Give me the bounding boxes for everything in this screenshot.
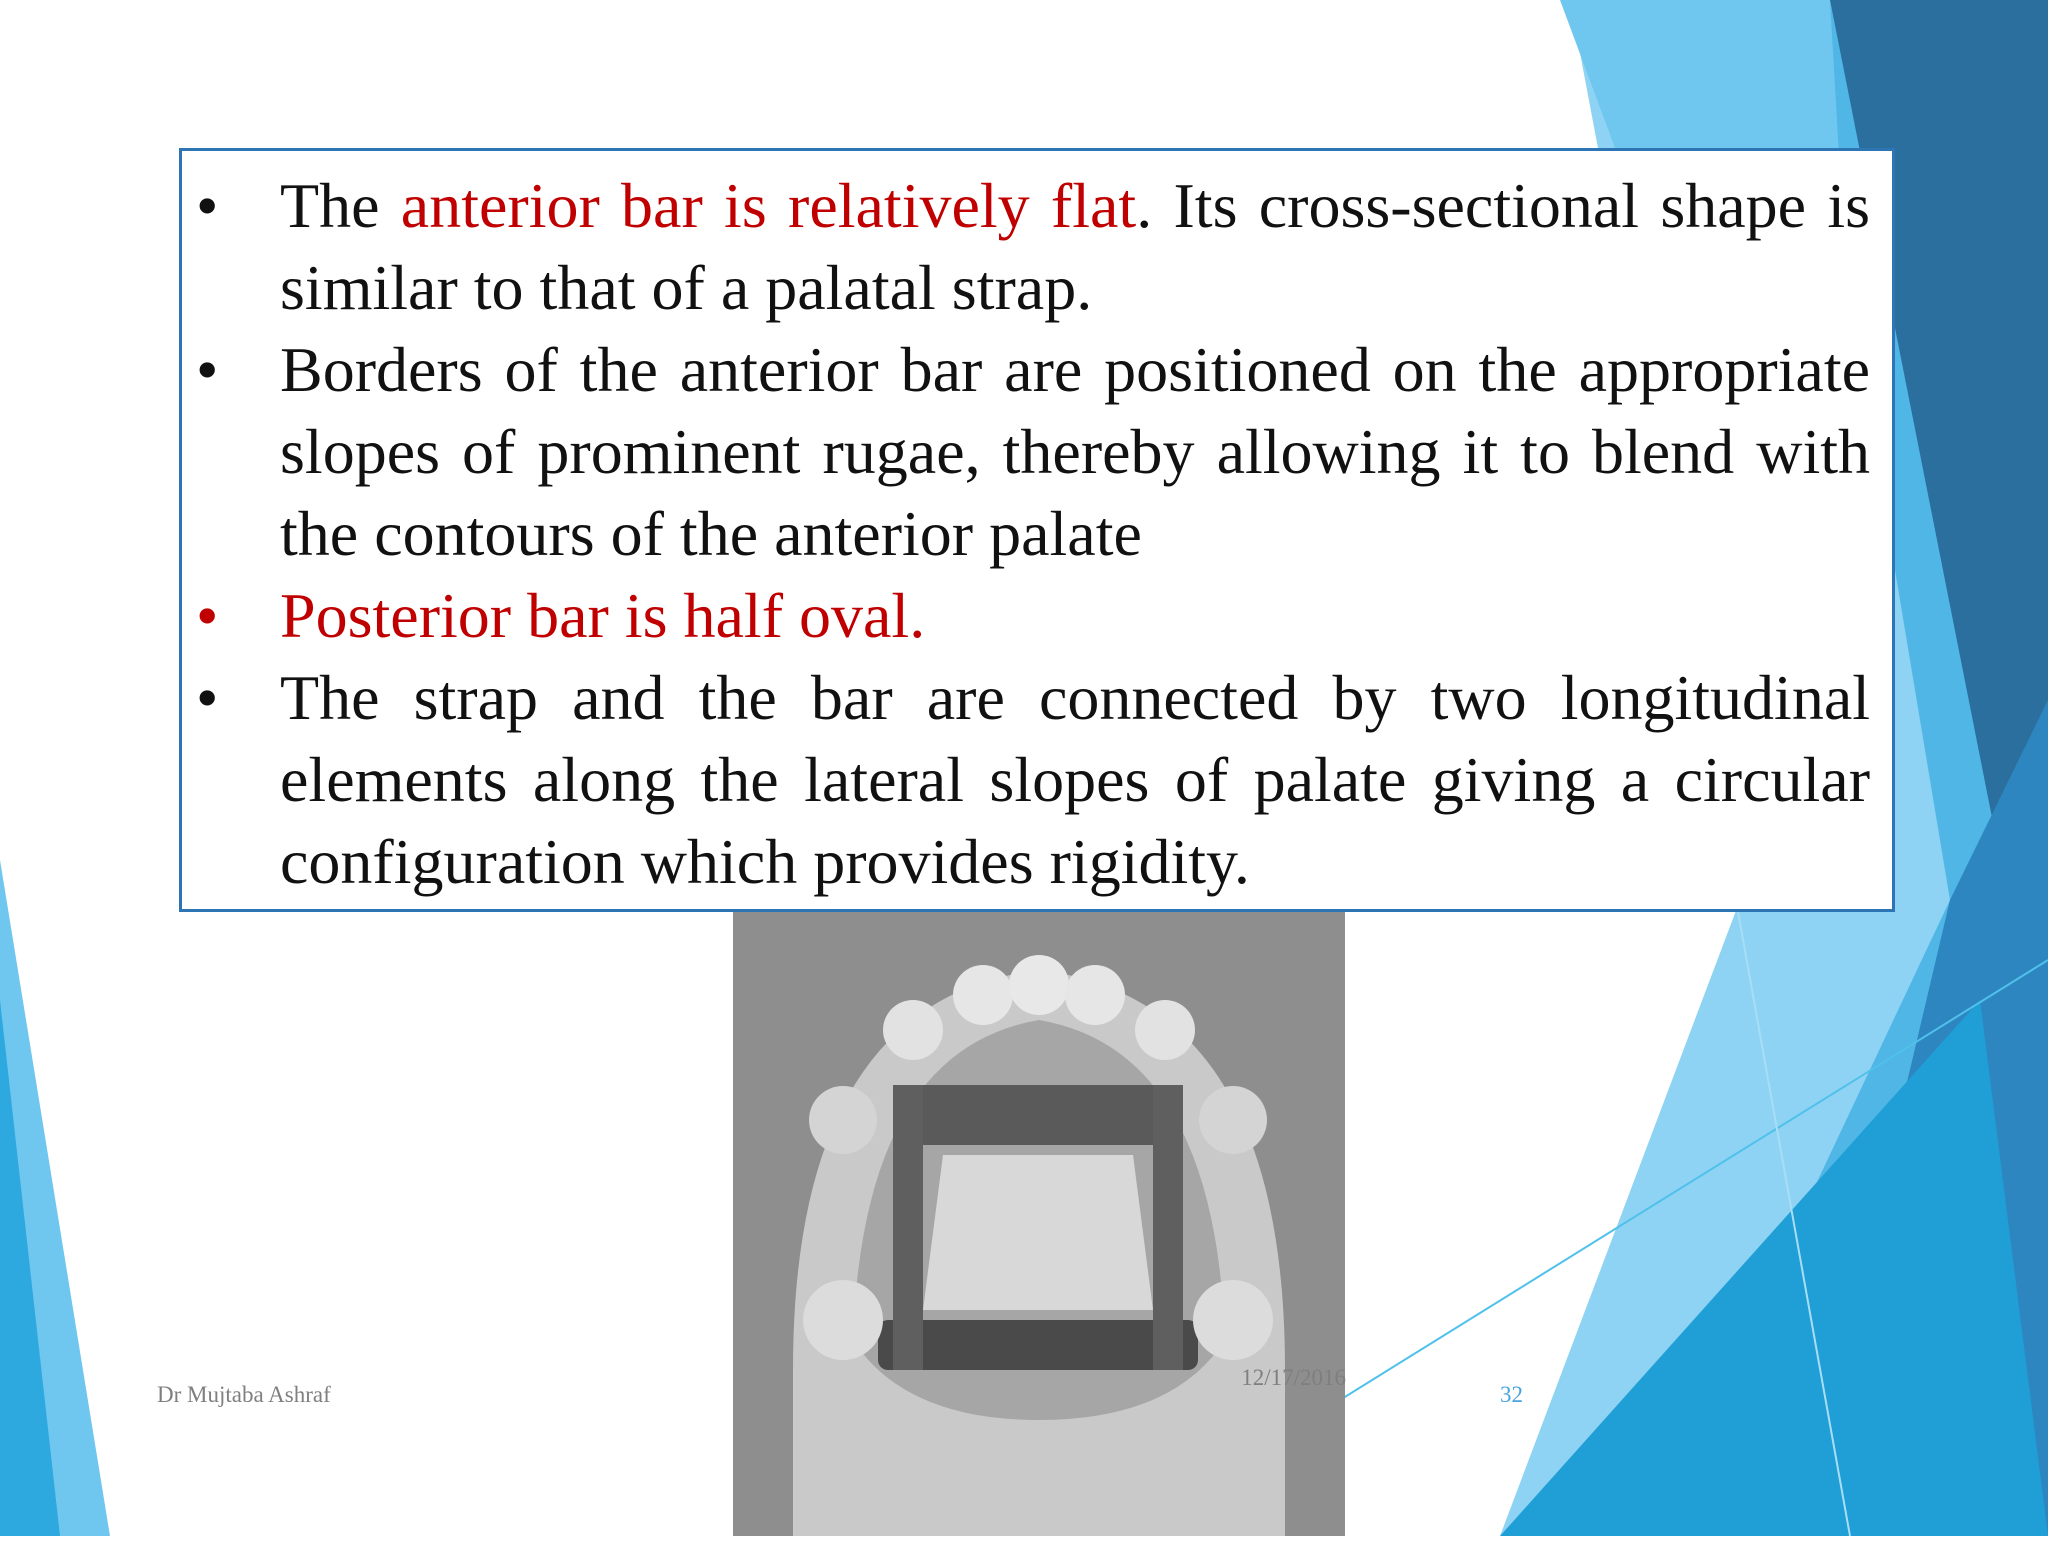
bullet-highlight: anterior bar is relatively flat bbox=[400, 170, 1137, 241]
bullet-text: Posterior bar is half oval. bbox=[280, 580, 926, 651]
bullet-item-1 bbox=[182, 165, 1870, 329]
bullet-text: Borders of the anterior bar are positioned on the appropriate slopes of prominent rugae, thereby allowing it to blend with the contours of the anterior palate bbox=[280, 334, 1870, 569]
bullet-marker: • bbox=[196, 334, 219, 405]
bullet-item-2 bbox=[182, 329, 1870, 575]
bullet-marker: • bbox=[196, 170, 219, 241]
bullet-item-3 bbox=[182, 575, 1870, 657]
bullet-marker: • bbox=[196, 662, 219, 733]
content-textbox bbox=[179, 148, 1895, 912]
footer-date: 12/17/2016 bbox=[1241, 1365, 1346, 1390]
bullet-text-rest: . Its cross-sectional shape is similar to that of a palatal strap. bbox=[280, 170, 1871, 323]
bullet-text: The strap and the bar are connected by two longitudinal elements along the lateral slopes of palate giving a circular configuration which provides rigidity. bbox=[280, 662, 1870, 897]
bullet-list bbox=[182, 165, 1870, 903]
bullet-item-4 bbox=[182, 657, 1870, 903]
denture-photo bbox=[733, 900, 1345, 1536]
denture-illustration bbox=[733, 900, 1345, 1536]
bullet-text-lead: The bbox=[280, 170, 401, 241]
slide-number: 32 bbox=[1500, 1382, 1523, 1407]
bullet-marker: • bbox=[196, 580, 219, 651]
footer-author: Dr Mujtaba Ashraf bbox=[157, 1382, 331, 1407]
